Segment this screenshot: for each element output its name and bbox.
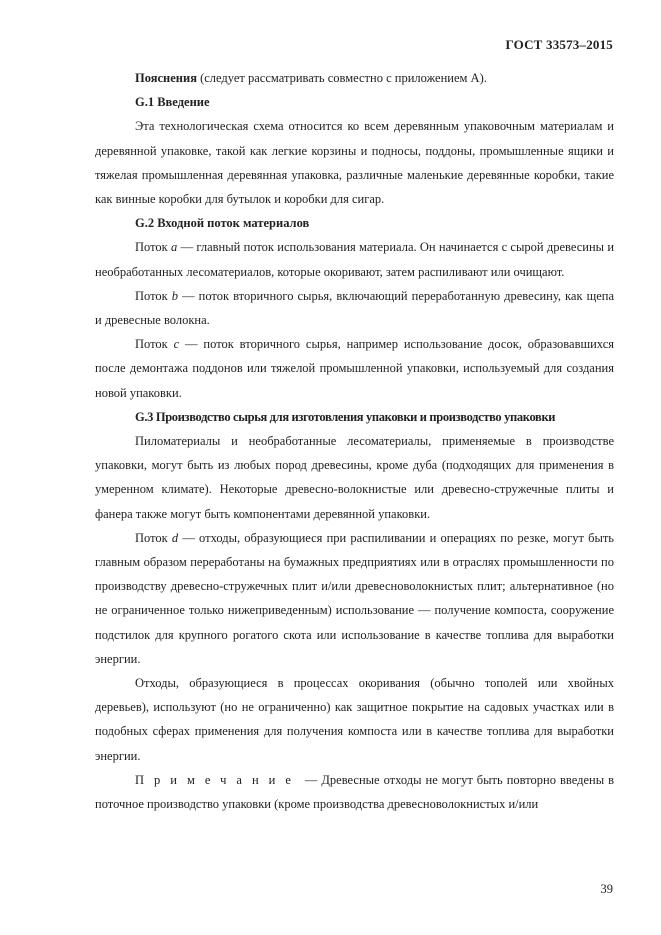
flow-a-pre: Поток (135, 240, 172, 255)
flow-b-text: — поток вторичного сырья, включающий переработанную древесину, как щепа и древесные волокна. (95, 288, 615, 328)
section-g1-paragraph: Эта технологическая схема относится ко всем деревянным упаковочным материалам и деревянной упаковке, такой как легкие корзины и подносы, поддоны, промышленные ящики и тяжелая промышленная деревянная упаковка, различные маленькие деревянные коробки, такие как винные коробки для бутылок и коробки для сигар. (95, 119, 614, 207)
standard-header: ГОСТ 33573–2015 (505, 37, 613, 52)
flow-b-pre: Поток (135, 288, 172, 303)
page-content (95, 66, 614, 816)
section-g2-title: G.2 Входной поток материалов (135, 216, 310, 231)
section-g3-paragraph-3: Отходы, образующиеся в процессах окоривания (обычно тополей или хвойных деревьев), используют (но не ограниченно) как защитное покрытие на садовых участках или в подобных сферах применения для получения компоста или в качестве топлива для выработки энергии. (95, 676, 614, 763)
section-g1-title: G.1 Введение (135, 95, 210, 110)
flow-c-paragraph (95, 332, 614, 405)
flow-d-paragraph (95, 526, 614, 671)
note-label: Примечание (135, 772, 301, 787)
flow-a-var: a (171, 240, 178, 255)
section-g3-title: G.3 Производство сырья для изготовления упаковки и производство упаковки (135, 409, 556, 424)
intro-bold: Пояснения (135, 71, 197, 85)
page-number: 39 (600, 882, 613, 896)
flow-c-var: c (173, 337, 180, 352)
flow-c-text: — поток вторичного сырья, например использование досок, образовавшихся после демонтажа поддонов или тяжелой промышленной упаковки, используемый для создания новой упаковки. (95, 337, 614, 400)
flow-b-paragraph (95, 284, 614, 332)
flow-d-pre: Поток (135, 530, 172, 545)
intro-text: (следует рассматривать совместно с приложением А). (196, 71, 487, 85)
flow-c-pre: Поток (135, 337, 174, 352)
intro-paragraph (95, 66, 614, 90)
flow-a-text: — главный поток использования материала. Он начинается с сырой древесины и необработанных лесоматериалов, которые окоривают, затем распиливают или очищают. (95, 240, 615, 279)
section-g3-paragraph-1: Пиломатериалы и необработанные лесоматериалы, применяемые в производстве упаковки, могут быть из любых пород древесины, кроме дуба (подходящих для применения в умеренном климате). Некоторые древесно-волокнистые или древесно-стружечные плиты и фанера также могут быть компонентами деревянной упаковки. (95, 434, 614, 521)
note-paragraph (95, 768, 614, 816)
flow-d-text: — отходы, образующиеся при распиливании и операциях по резке, могут быть главным образом переработаны на бумажных предприятиях или в отраслях промышленности по производству древесно-стружечных плит и/или древесноволокнистых плит; альтернативное (но не ограниченное только нижеприведенным) использование — получение компоста, сооружение подстилок для крупного рогатого скота или использование в качестве топлива для выработки энергии. (95, 530, 615, 666)
flow-a-paragraph (95, 235, 614, 283)
note-text: — Древесные отходы не могут быть повторно введены в поточное производство упаковки (кроме производства древесноволокнистых и/или (95, 772, 614, 812)
flow-d-var: d (171, 530, 179, 545)
flow-b-var: b (171, 288, 179, 303)
